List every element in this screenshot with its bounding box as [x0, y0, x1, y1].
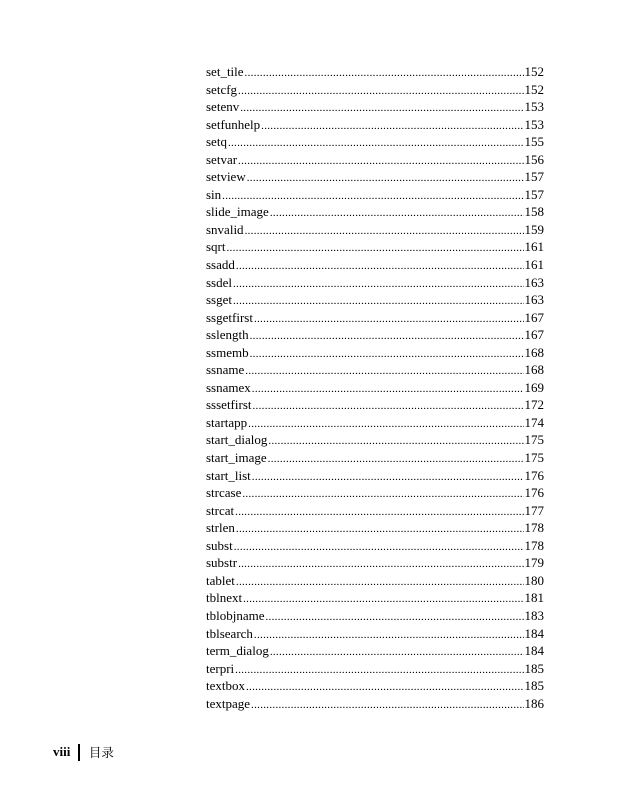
toc-dot-leader — [252, 469, 524, 487]
toc-entry-page: 167 — [524, 327, 544, 343]
footer-divider — [78, 744, 80, 761]
toc-entry — [206, 309, 544, 327]
toc-entry — [206, 695, 544, 713]
toc-entry-name: setcfg — [206, 81, 238, 97]
toc-entry-page: 157 — [524, 169, 544, 185]
toc-dot-leader — [250, 328, 524, 346]
toc-entry-page: 181 — [524, 590, 544, 606]
toc-entry — [206, 467, 544, 485]
toc-entry-page: 175 — [524, 432, 544, 448]
toc-entry-name: strcase — [206, 485, 242, 501]
toc-dot-leader — [236, 521, 524, 539]
toc-entry-name: start_list — [206, 467, 251, 483]
toc-entry-name: tblobjname — [206, 607, 265, 623]
toc-entry-name: tablet — [206, 572, 235, 588]
toc-entry-name: slide_image — [206, 204, 269, 220]
toc-entry-name: setview — [206, 169, 246, 185]
toc-entry-page: 152 — [524, 64, 544, 79]
toc-entry — [206, 186, 544, 204]
toc-entry-page: 183 — [524, 607, 544, 623]
toc-dot-leader — [238, 153, 523, 171]
toc-entry-page: 178 — [524, 520, 544, 536]
toc-entry-name: startapp — [206, 414, 248, 430]
toc-dot-leader — [248, 416, 523, 434]
toc-entry-name: start_image — [206, 450, 267, 466]
section-title: 目录 — [88, 745, 114, 760]
toc-entry-name: ssdel — [206, 274, 232, 290]
toc-entry — [206, 274, 544, 292]
toc-entry-name: ssgetfirst — [206, 309, 253, 325]
toc-entry — [206, 116, 544, 134]
toc-entry-page: 156 — [524, 151, 544, 167]
toc-entry-name: set_tile — [206, 64, 244, 79]
toc-entry-page: 175 — [524, 450, 544, 466]
toc-entry-page: 172 — [524, 397, 544, 413]
toc-entry-name: sslength — [206, 327, 249, 343]
toc-entry-page: 161 — [524, 239, 544, 255]
toc-entry-page: 155 — [524, 134, 544, 150]
toc-entry-name: setfunhelp — [206, 116, 261, 132]
toc-entry-name: subst — [206, 537, 233, 553]
toc-dot-leader — [254, 627, 524, 645]
table-of-contents — [206, 63, 544, 712]
toc-dot-leader — [268, 451, 524, 469]
toc-entry-page: 168 — [524, 344, 544, 360]
toc-entry — [206, 660, 544, 678]
toc-entry-name: terpri — [206, 660, 235, 676]
toc-entry-page: 180 — [524, 572, 544, 588]
toc-dot-leader — [238, 83, 523, 101]
toc-dot-leader — [261, 118, 523, 136]
toc-entry — [206, 221, 544, 239]
toc-dot-leader — [235, 662, 523, 680]
toc-dot-leader — [250, 346, 524, 364]
toc-entry-page: 184 — [524, 625, 544, 641]
toc-entry — [206, 484, 544, 502]
toc-entry-page: 168 — [524, 362, 544, 378]
toc-entry-name: start_dialog — [206, 432, 268, 448]
toc-entry-name: setenv — [206, 99, 240, 115]
toc-dot-leader — [247, 170, 524, 188]
toc-entry-name: snvalid — [206, 221, 244, 237]
toc-dot-leader — [268, 433, 523, 451]
toc-entry-name: strcat — [206, 502, 235, 518]
toc-entry-name: ssmemb — [206, 344, 249, 360]
toc-entry-page: 157 — [524, 186, 544, 202]
toc-entry-name: ssname — [206, 362, 245, 378]
toc-dot-leader — [233, 276, 524, 294]
toc-dot-leader — [243, 591, 523, 609]
toc-dot-leader — [270, 205, 524, 223]
page-number: viii — [53, 744, 71, 759]
toc-entry — [206, 291, 544, 309]
toc-dot-leader — [270, 644, 524, 662]
toc-entry-name: textbox — [206, 678, 245, 694]
toc-entry — [206, 81, 544, 99]
toc-dot-leader — [254, 311, 524, 329]
toc-entry-page: 184 — [524, 643, 544, 659]
toc-entry-name: tblsearch — [206, 625, 253, 641]
toc-entry-page: 163 — [524, 292, 544, 308]
toc-dot-leader — [236, 574, 524, 592]
toc-dot-leader — [266, 609, 524, 627]
toc-entry — [206, 63, 544, 81]
toc-entry — [206, 151, 544, 169]
toc-entry — [206, 537, 544, 555]
toc-entry-page: 176 — [524, 485, 544, 501]
toc-entry-name: ssadd — [206, 257, 235, 273]
toc-entry-name: sin — [206, 186, 222, 202]
toc-entry-page: 186 — [524, 695, 544, 711]
toc-entry — [206, 344, 544, 362]
toc-dot-leader — [240, 100, 523, 118]
toc-dot-leader — [228, 135, 524, 153]
toc-entry — [206, 414, 544, 432]
toc-entry-page: 153 — [524, 99, 544, 115]
toc-entry-name: sqrt — [206, 239, 226, 255]
toc-entry — [206, 168, 544, 186]
toc-dot-leader — [242, 486, 523, 504]
toc-entry — [206, 431, 544, 449]
toc-entry-name: term_dialog — [206, 643, 269, 659]
toc-entry — [206, 326, 544, 344]
toc-entry — [206, 554, 544, 572]
toc-entry-page: 158 — [524, 204, 544, 220]
toc-entry-page: 176 — [524, 467, 544, 483]
toc-dot-leader — [233, 293, 524, 311]
toc-entry — [206, 502, 544, 520]
toc-entry — [206, 642, 544, 660]
toc-entry — [206, 625, 544, 643]
toc-dot-leader — [236, 258, 524, 276]
toc-dot-leader — [251, 697, 523, 715]
toc-entry-page: 153 — [524, 116, 544, 132]
toc-dot-leader — [246, 679, 524, 697]
toc-entry-name: textpage — [206, 695, 251, 711]
toc-entry-name: strlen — [206, 520, 235, 536]
toc-entry — [206, 379, 544, 397]
toc-entry-page: 179 — [524, 555, 544, 571]
toc-entry-name: ssget — [206, 292, 232, 308]
toc-dot-leader — [245, 65, 524, 83]
toc-entry-page: 177 — [524, 502, 544, 518]
toc-entry — [206, 238, 544, 256]
toc-dot-leader — [234, 539, 524, 557]
toc-entry — [206, 361, 544, 379]
toc-entry-page: 167 — [524, 309, 544, 325]
page-footer — [53, 743, 114, 761]
toc-entry — [206, 98, 544, 116]
toc-dot-leader — [245, 363, 523, 381]
toc-entry — [206, 256, 544, 274]
toc-entry — [206, 607, 544, 625]
toc-entry — [206, 519, 544, 537]
toc-entry — [206, 133, 544, 151]
toc-entry-name: substr — [206, 555, 238, 571]
toc-entry-name: setvar — [206, 151, 238, 167]
toc-entry-page: 185 — [524, 678, 544, 694]
toc-entry-name: setq — [206, 134, 227, 150]
toc-entry — [206, 203, 544, 221]
toc-dot-leader — [245, 223, 524, 241]
toc-entry-page: 169 — [524, 379, 544, 395]
toc-entry-page: 185 — [524, 660, 544, 676]
toc-entry-name: tblnext — [206, 590, 243, 606]
toc-dot-leader — [235, 504, 523, 522]
toc-entry — [206, 589, 544, 607]
toc-dot-leader — [227, 240, 524, 258]
toc-entry — [206, 396, 544, 414]
toc-entry — [206, 677, 544, 695]
toc-entry-page: 152 — [524, 81, 544, 97]
toc-entry-page: 161 — [524, 257, 544, 273]
toc-dot-leader — [238, 556, 523, 574]
toc-dot-leader — [252, 381, 524, 399]
toc-entry — [206, 449, 544, 467]
toc-entry-name: ssnamex — [206, 379, 251, 395]
toc-entry-page: 178 — [524, 537, 544, 553]
toc-entry-name: sssetfirst — [206, 397, 252, 413]
toc-dot-leader — [253, 398, 524, 416]
toc-entry-page: 159 — [524, 221, 544, 237]
toc-entry-page: 174 — [524, 414, 544, 430]
toc-entry — [206, 572, 544, 590]
toc-entry-page: 163 — [524, 274, 544, 290]
